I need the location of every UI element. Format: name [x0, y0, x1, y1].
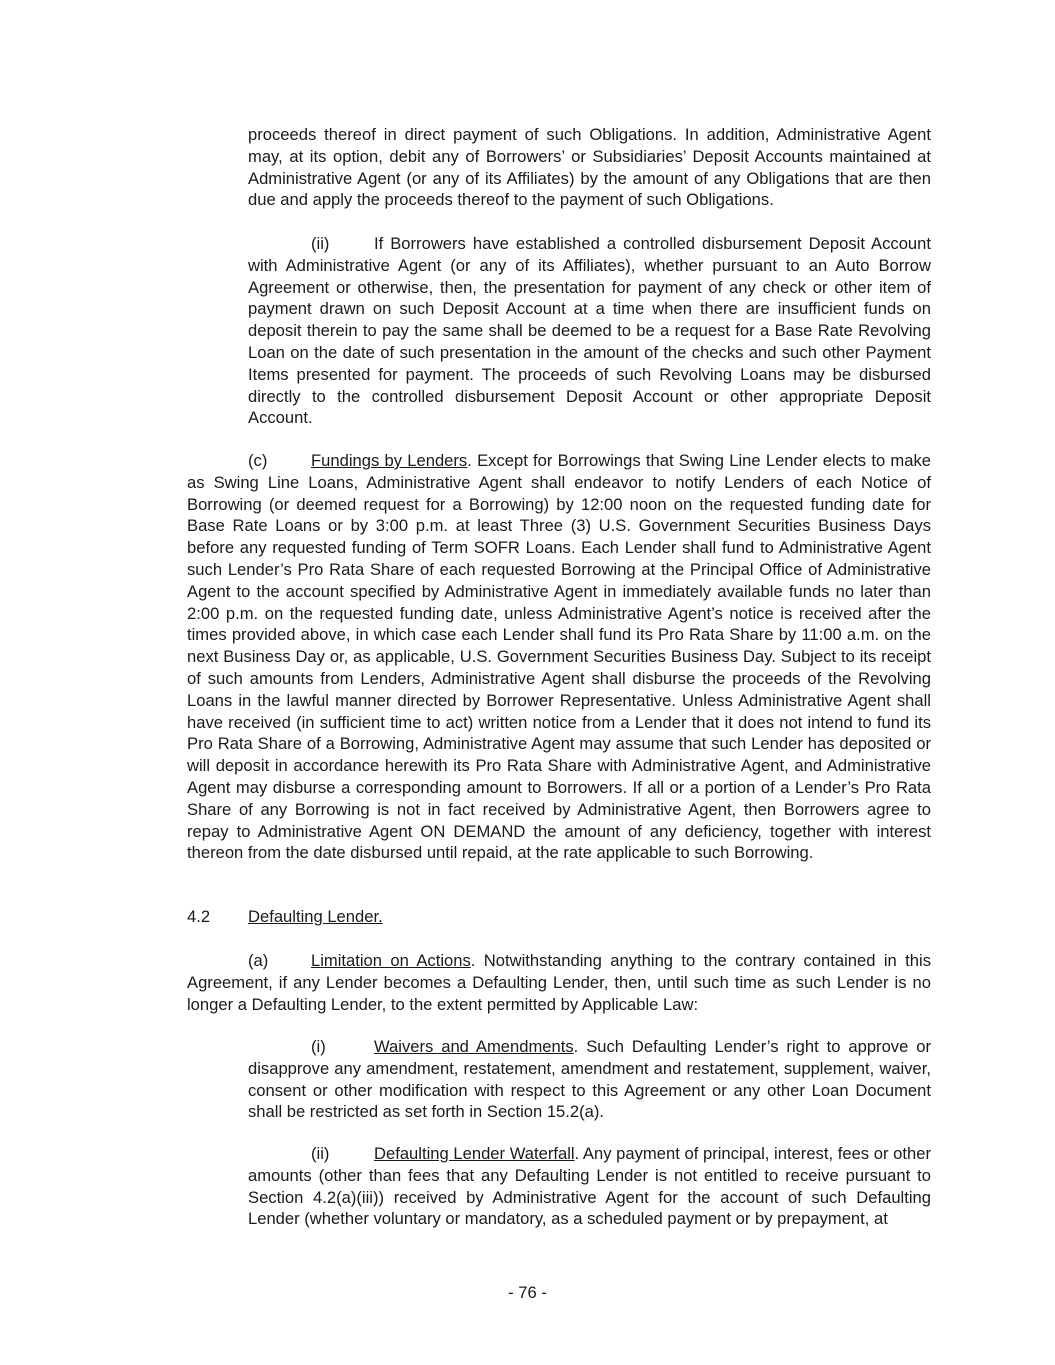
- clause-label: (ii): [311, 1144, 330, 1163]
- clause-label: (i): [311, 1037, 326, 1056]
- paragraph-ii-waterfall: [248, 1143, 931, 1230]
- paragraph-text: If Borrowers have established a controlled disbursement Deposit Account with Administrative Agent (or any of its Affiliates), whether pursuant to an Auto Borrow Agreement or otherwise, then, the presentation for payment of any check or other item of payment drawn on such Deposit Account at a time when there are insufficient funds on deposit therein to pay the same shall be deemed to be a request for a Base Rate Revolving Loan on the date of such presentation in the amount of the checks and such other Payment Items presented for payment. The proceeds of such Revolving Loans may be disbursed directly to the controlled disbursement Deposit Account or other appropriate Deposit Account.: [248, 234, 931, 428]
- clause-label: (a): [248, 951, 269, 970]
- clause-label: (c): [248, 451, 268, 470]
- paragraph-i: [248, 1036, 931, 1123]
- section-title: Defaulting Lender.: [248, 907, 383, 926]
- clause-title: Limitation on Actions: [311, 951, 471, 970]
- clause-label: (ii): [311, 234, 330, 253]
- section-heading: [187, 906, 383, 928]
- clause-title: Fundings by Lenders: [311, 451, 468, 470]
- paragraph-text: . Except for Borrowings that Swing Line Lender elects to make as Swing Line Loans, Administrative Agent shall endeavor to notify Lenders of each Notice of Borrowing (or deemed request for a Borrowing) by 12:00 noon on the requested funding date for Base Rate Loans or by 3:00 p.m. at least Three (3) U.S. Government Securities Business Days before any requested funding of Term SOFR Loans. Each Lender shall fund to Administrative Agent such Lender’s Pro Rata Share of each requested Borrowing at the Principal Office of Administrative Agent to the account specified by Administrative Agent in immediately available funds no later than 2:00 p.m. on the requested funding date, unless Administrative Agent’s notice is received after the times provided above, in which case each Lender shall fund its Pro Rata Share by 11:00 a.m. on the next Business Day or, as applicable, U.S. Government Securities Business Day. Subject to its receipt of such amounts from Lenders, Administrative Agent shall disburse the proceeds of the Revolving Loans in the lawful manner directed by Borrower Representative. Unless Administrative Agent shall have received (in sufficient time to act) written notice from a Lender that it does not intend to fund its Pro Rata Share of a Borrowing, Administrative Agent may assume that such Lender has deposited or will deposit in accordance herewith its Pro Rata Share with Administrative Agent, and Administrative Agent may disburse a corresponding amount to Borrowers. If all or a portion of a Lender’s Pro Rata Share of any Borrowing is not in fact received by Administrative Agent, then Borrowers agree to repay to Administrative Agent ON DEMAND the amount of any deficiency, together with interest thereon from the date disbursed until repaid, at the rate applicable to such Borrowing.: [187, 451, 931, 863]
- page-number: - 76 -: [508, 1283, 547, 1302]
- paragraph-c: [187, 450, 931, 864]
- clause-title: Waivers and Amendments: [374, 1037, 574, 1056]
- paragraph-text: . Notwithstanding anything to the contrary contained in this Agreement, if any Lender becomes a Defaulting Lender, then, until such time as such Lender is no longer a Defaulting Lender, to the extent permitted by Applicable Law:: [187, 951, 931, 1014]
- paragraph-ii: [248, 233, 931, 429]
- paragraph-text: . Such Defaulting Lender’s right to approve or disapprove any amendment, restatement, amendment and restatement, supplement, waiver, consent or other modification with respect to this Agreement or any other Loan Document shall be restricted as set forth in Section 15.2(a).: [248, 1037, 931, 1122]
- section-number: 4.2: [187, 907, 211, 926]
- clause-title: Defaulting Lender Waterfall: [374, 1144, 575, 1163]
- paragraph-continuation: proceeds thereof in direct payment of such Obligations. In addition, Administrative Agent may, at its option, debit any of Borrowers’ or Subsidiaries’ Deposit Accounts maintained at Administrative Agent (or any of its Affiliates) by the amount of any Obligations that are then due and apply the proceeds thereof to the payment of such Obligations.: [248, 125, 931, 210]
- paragraph-a: [187, 950, 931, 1015]
- paragraph-text: . Any payment of principal, interest, fees or other amounts (other than fees that any Defaulting Lender is not entitled to receive pursuant to Section 4.2(a)(iii)) received by Administrative Agent for the account of such Defaulting Lender (whether voluntary or mandatory, as a scheduled payment or by prepayment, at: [248, 1144, 931, 1229]
